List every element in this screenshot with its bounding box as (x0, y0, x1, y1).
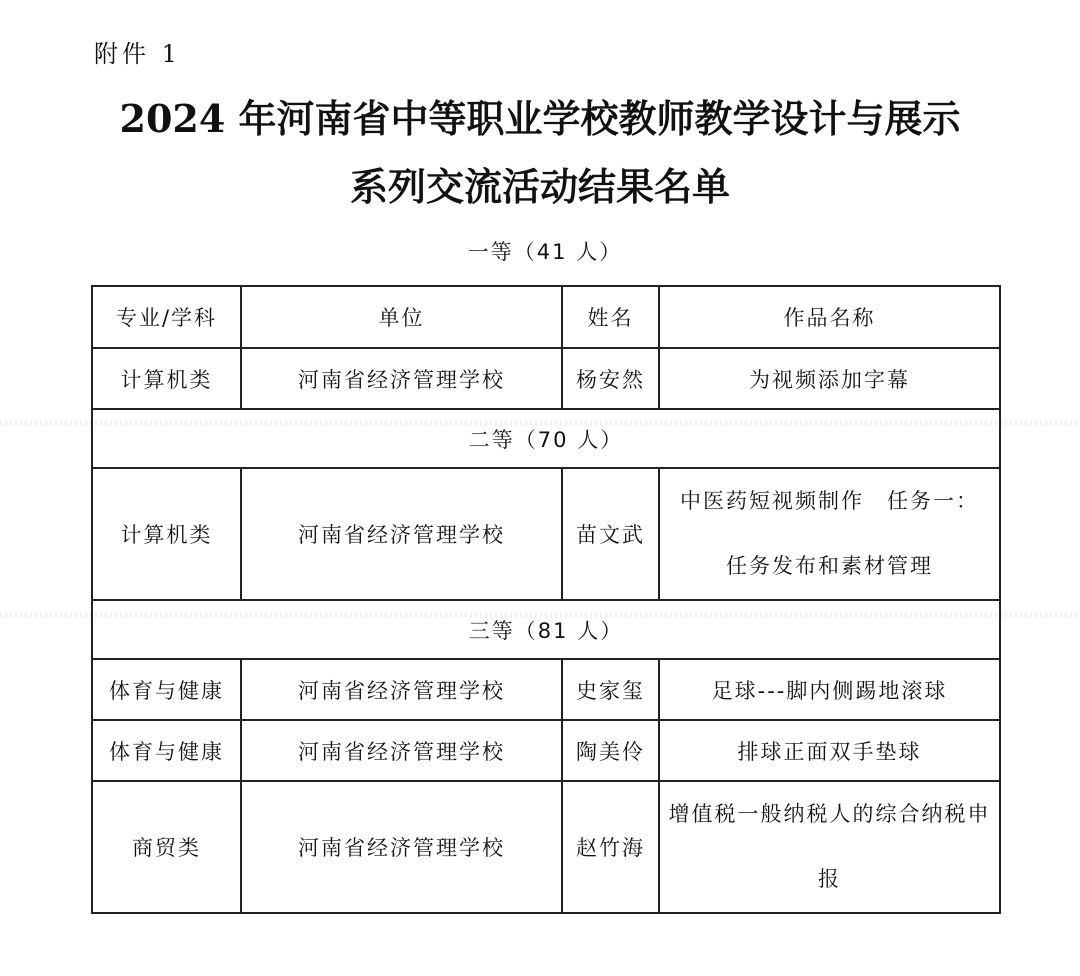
third-prize-heading: 三等（81 人） (92, 600, 1000, 659)
table-header-row (92, 286, 1000, 348)
cell-name: 杨安然 (562, 348, 659, 409)
table-row (92, 348, 1000, 409)
cell-subject: 体育与健康 (92, 659, 241, 720)
cell-work (659, 781, 1000, 913)
table-row (92, 659, 1000, 720)
cell-work-line: 增值税一般纳税人的综合纳税申 (668, 802, 991, 826)
cell-unit: 河南省经济管理学校 (241, 348, 562, 409)
second-prize-heading: 二等（70 人） (92, 409, 1000, 468)
cell-subject: 商贸类 (92, 781, 241, 913)
document-title-line1: 2024 年河南省中等职业学校教师教学设计与展示 (119, 96, 961, 141)
cell-name: 苗文武 (562, 468, 659, 600)
attachment-label: 附件 1 (94, 40, 181, 68)
cell-work: 排球正面双手垫球 (659, 720, 1000, 781)
cell-name: 史家玺 (562, 659, 659, 720)
column-header-subject: 专业/学科 (92, 286, 241, 348)
cell-name: 陶美伶 (562, 720, 659, 781)
cell-unit: 河南省经济管理学校 (241, 720, 562, 781)
document-title-line2: 系列交流活动结果名单 (349, 164, 730, 209)
cell-name: 赵竹海 (562, 781, 659, 913)
column-header-work: 作品名称 (659, 286, 1000, 348)
section-heading-row (92, 409, 1000, 468)
results-table (91, 285, 1001, 914)
column-header-unit: 单位 (241, 286, 562, 348)
section-heading-row (92, 600, 1000, 659)
first-prize-heading: 一等（41 人） (467, 240, 623, 264)
table-row (92, 468, 1000, 600)
cell-work (659, 468, 1000, 600)
cell-work: 为视频添加字幕 (659, 348, 1000, 409)
cell-unit: 河南省经济管理学校 (241, 781, 562, 913)
table-row (92, 720, 1000, 781)
cell-unit: 河南省经济管理学校 (241, 659, 562, 720)
table-row (92, 781, 1000, 913)
cell-work-line: 任务发布和素材管理 (726, 554, 933, 578)
cell-work-line: 报 (818, 867, 841, 891)
cell-work: 足球---脚内侧踢地滚球 (659, 659, 1000, 720)
cell-subject: 计算机类 (92, 468, 241, 600)
column-header-name: 姓名 (562, 286, 659, 348)
cell-work-line: 中医药短视频制作 任务一： (680, 489, 979, 513)
cell-unit: 河南省经济管理学校 (241, 468, 562, 600)
cell-subject: 体育与健康 (92, 720, 241, 781)
cell-subject: 计算机类 (92, 348, 241, 409)
